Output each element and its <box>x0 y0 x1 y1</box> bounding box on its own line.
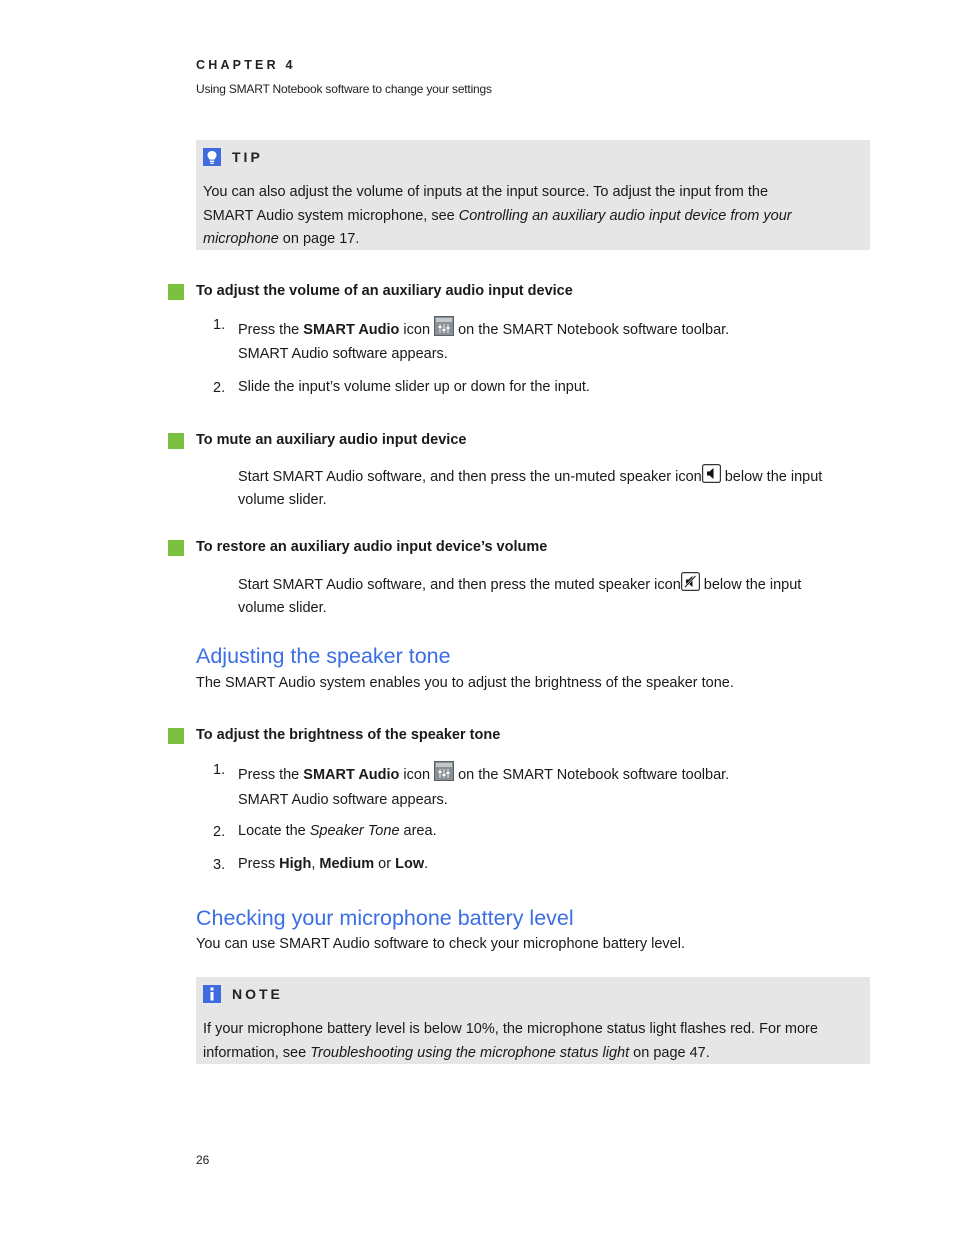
tip-title: TIP <box>232 149 263 165</box>
procedure-bullet <box>168 540 184 556</box>
step-text: Press High, Medium or Low. <box>238 856 429 872</box>
step-text: Press the SMART Audio icon on the SMART Notebook software toolbar. <box>238 316 729 340</box>
step-text: Press the SMART Audio icon on the SMART Notebook software toolbar. <box>238 761 729 785</box>
info-icon <box>203 985 221 1003</box>
step-number: 2. <box>213 824 226 840</box>
procedure-title: To restore an auxiliary audio input device’s volume <box>196 539 548 555</box>
procedure-title: To mute an auxiliary audio input device <box>196 432 467 448</box>
chapter-label: CHAPTER 4 <box>196 58 296 72</box>
lightbulb-icon <box>203 148 221 166</box>
section-heading: Checking your microphone battery level <box>196 906 574 930</box>
note-line: If your microphone battery level is below 10%, the microphone status light flashes red. For more <box>203 1021 818 1037</box>
muted-speaker-icon <box>681 572 700 598</box>
step-number: 3. <box>213 857 226 873</box>
step-number: 1. <box>213 317 226 333</box>
tip-link-cont: microphone <box>203 231 279 247</box>
procedure-title: To adjust the volume of an auxiliary audio input device <box>196 283 573 299</box>
step-result: SMART Audio software appears. <box>238 792 448 808</box>
section-intro: The SMART Audio system enables you to adjust the brightness of the speaker tone. <box>196 675 734 691</box>
unmuted-speaker-icon <box>702 464 721 490</box>
procedure-text: Start SMART Audio software, and then press the muted speaker icon below the input volume slider. <box>238 572 858 619</box>
tip-body: You can also adjust the volume of inputs at the input source. To adjust the input from the SMART Audio system microphone, see Controlling an auxiliary audio input device from your microphone on page 17. <box>203 181 853 252</box>
procedure-bullet <box>168 728 184 744</box>
procedure-text: Start SMART Audio software, and then press the un-muted speaker icon below the input volume slider. <box>238 464 858 511</box>
procedure-bullet <box>168 433 184 449</box>
step-number: 1. <box>213 762 226 778</box>
step-result: SMART Audio software appears. <box>238 346 448 362</box>
step-text: Locate the Speaker Tone area. <box>238 823 437 839</box>
section-intro: You can use SMART Audio software to check your microphone battery level. <box>196 936 685 952</box>
page-number: 26 <box>196 1153 210 1167</box>
note-callout <box>196 977 870 1064</box>
note-body: If your microphone battery level is below 10%, the microphone status light flashes red. For more information, see Troubleshooting using the microphone status light on page 47. <box>203 1018 853 1065</box>
note-title: NOTE <box>232 986 283 1002</box>
smart-audio-icon <box>434 316 454 340</box>
procedure-bullet <box>168 284 184 300</box>
note-link: Troubleshooting using the microphone status light <box>310 1044 630 1061</box>
chapter-subtitle: Using SMART Notebook software to change your settings <box>196 82 492 96</box>
procedure-title: To adjust the brightness of the speaker tone <box>196 727 501 743</box>
tip-line: You can also adjust the volume of inputs at the input source. To adjust the input from the <box>203 184 769 200</box>
step-number: 2. <box>213 380 226 396</box>
tip-link: Controlling an auxiliary audio input device from your <box>458 207 792 224</box>
smart-audio-icon <box>434 761 454 785</box>
step-text: Slide the input’s volume slider up or down for the input. <box>238 379 590 395</box>
section-heading: Adjusting the speaker tone <box>196 644 451 668</box>
tip-callout <box>196 140 870 250</box>
